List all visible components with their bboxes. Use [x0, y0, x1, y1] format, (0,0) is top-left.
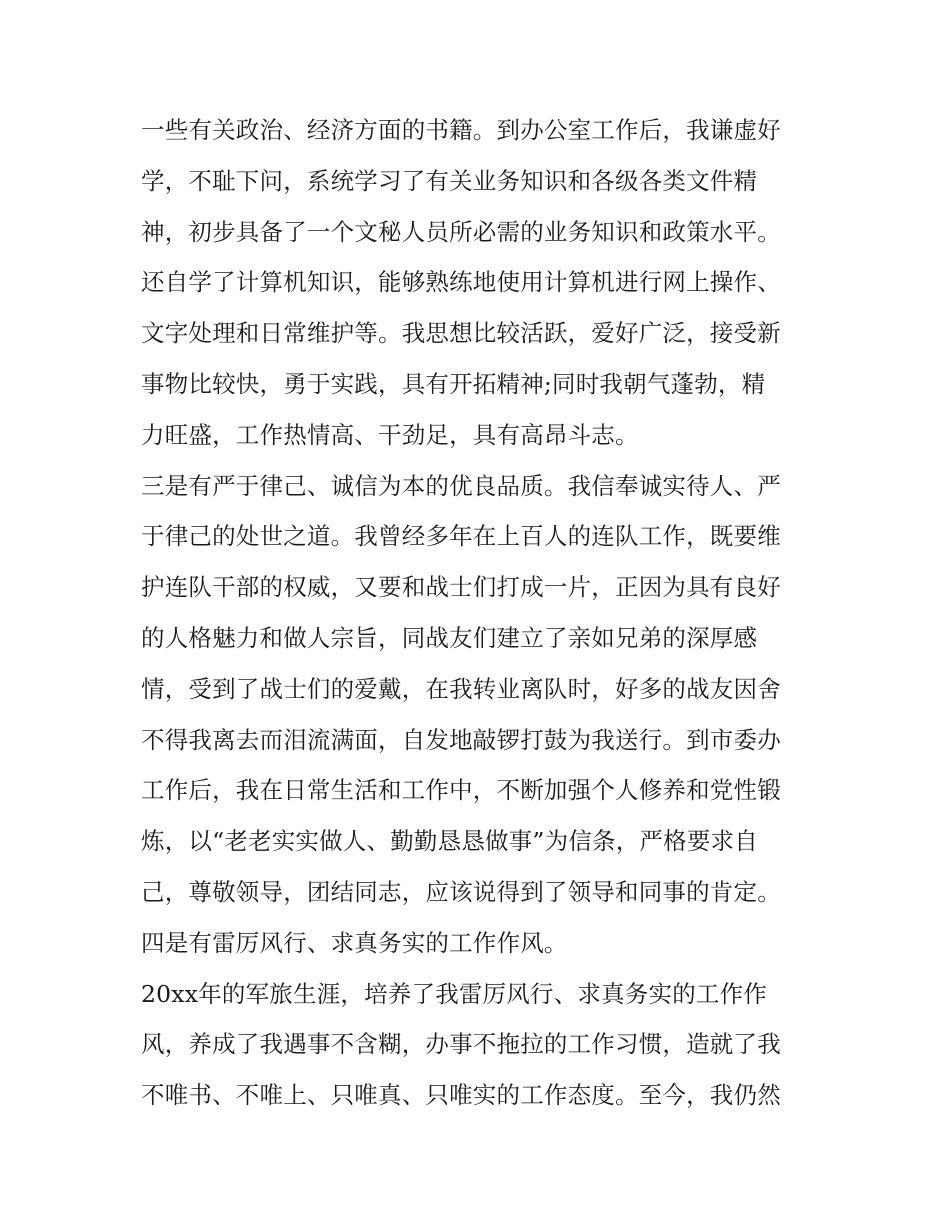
text-line: 情，受到了战士们的爱戴，在我转业离队时，好多的战友因舍	[141, 674, 781, 703]
text-line: 20xx年的军旅生涯，培养了我雷厉风行、求真务实的工作作	[141, 979, 768, 1008]
text-line: 文字处理和日常维护等。我思想比较活跃，爱好广泛，接受新	[141, 319, 781, 348]
text-line: 的人格魅力和做人宗旨，同战友们建立了亲如兄弟的深厚感	[141, 623, 758, 652]
text-line: 风，养成了我遇事不含糊，办事不拖拉的工作习惯，造就了我	[141, 1030, 781, 1059]
text-line: 不得我离去而泪流满面，自发地敲锣打鼓为我送行。到市委办	[141, 725, 781, 754]
text-line: 己，尊敬领导，团结同志，应该说得到了领导和同事的肯定。	[141, 877, 781, 906]
text-line: 事物比较快，勇于实践，具有开拓精神;同时我朝气蓬勃，精	[141, 369, 766, 398]
text-line: 神，初步具备了一个文秘人员所必需的业务知识和政策水平。	[141, 217, 781, 246]
text-line: 力旺盛，工作热情高、干劲足，具有高昂斗志。	[141, 420, 639, 449]
text-line: 一些有关政治、经济方面的书籍。到办公室工作后，我谦虚好	[141, 116, 781, 144]
text-line: 还自学了计算机知识，能够熟练地使用计算机进行网上操作、	[141, 268, 781, 297]
section-heading-3: 三是有严于律己、诚信为本的优良品质。我信奉诚实待人、严	[141, 471, 781, 500]
text-line: 不唯书、不唯上、只唯真、只唯实的工作态度。至今，我仍然	[141, 1081, 781, 1110]
text-line: 学，不耻下问，系统学习了有关业务知识和各级各类文件精	[141, 166, 758, 195]
text-line: 炼，以“老老实实做人、勤勤恳恳做事”为信条，严格要求自	[141, 827, 758, 856]
body-text	[141, 105, 821, 1121]
text-line: 于律己的处世之道。我曾经多年在上百人的连队工作，既要维	[141, 522, 781, 551]
text-line: 护连队干部的权威，又要和战士们打成一片，正因为具有良好	[141, 573, 781, 602]
section-heading-4: 四是有雷厉风行、求真务实的工作作风。	[141, 928, 568, 957]
text-line: 工作后，我在日常生活和工作中，不断加强个人修养和党性锻	[141, 776, 781, 805]
